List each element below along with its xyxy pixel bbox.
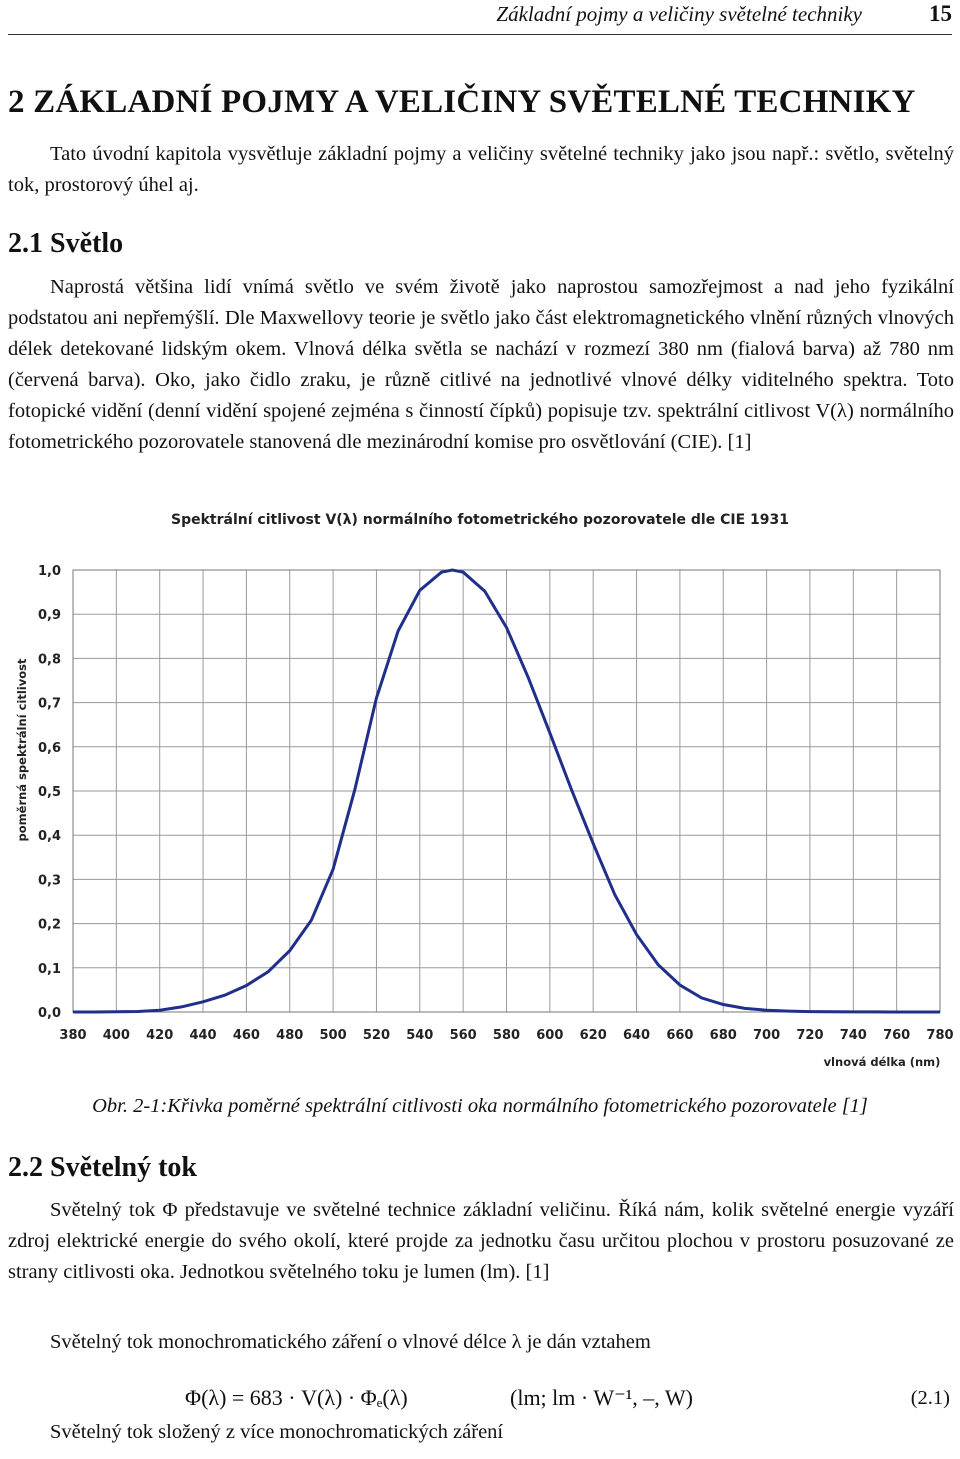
- y-tick-label: 0,5: [37, 785, 61, 800]
- x-tick-label: 540: [406, 1028, 434, 1043]
- x-tick-label: 700: [753, 1028, 781, 1043]
- y-tick-label: 0,8: [37, 652, 61, 668]
- x-tick-label: 520: [362, 1028, 391, 1043]
- y-tick-label: 0,2: [37, 917, 61, 933]
- formula-units: (lm; lm · W⁻¹, –, W): [510, 1385, 693, 1410]
- chapter-heading: 2 ZÁKLADNÍ POJMY A VELIČINY SVĚTELNÉ TECHNIKY: [8, 84, 916, 120]
- x-tick-label: 780: [926, 1028, 954, 1043]
- header-rule: [8, 34, 952, 35]
- x-tick-label: 640: [622, 1028, 651, 1043]
- y-tick-label: 0,1: [37, 961, 61, 977]
- page-number: 15: [929, 1, 952, 26]
- y-tick-label: 0,4: [37, 829, 61, 845]
- x-tick-label: 680: [709, 1028, 737, 1043]
- x-tick-label: 420: [146, 1028, 174, 1043]
- y-tick-label: 0,6: [37, 740, 61, 756]
- x-tick-label: 440: [189, 1028, 217, 1043]
- section-heading-svetlo: 2.1 Světlo: [8, 228, 124, 259]
- monochromatic-sentence: Světelný tok monochromatického záření o vlnové délce λ je dán vztahem: [50, 1331, 651, 1353]
- x-tick-label: 600: [536, 1028, 564, 1043]
- formula-equation: Φ(λ) = 683 · V(λ) · Φₑ(λ): [185, 1385, 408, 1410]
- x-tick-label: 760: [883, 1028, 911, 1043]
- running-header-title: Základní pojmy a veličiny světelné techniky: [496, 2, 862, 26]
- y-tick-label: 0,3: [37, 873, 61, 889]
- y-tick-label: 0,9: [37, 608, 61, 624]
- y-axis-label: poměrná spektrální citlivost: [15, 658, 29, 842]
- chart-grid: [73, 570, 940, 1012]
- section-heading-svetelny-tok: 2.2 Světelný tok: [8, 1152, 197, 1183]
- formula-number: (2.1): [910, 1387, 950, 1409]
- x-tick-label: 480: [276, 1028, 304, 1043]
- figure-caption: Obr. 2-1:Křivka poměrné spektrální citlivosti oka normálního fotometrického pozorovatele [1]: [92, 1095, 868, 1117]
- x-tick-label: 660: [666, 1028, 694, 1043]
- x-tick-label: 400: [102, 1028, 130, 1043]
- x-tick-labels: [59, 1028, 953, 1043]
- y-tick-label: 1,0: [37, 564, 61, 579]
- y-tick-labels: [38, 564, 61, 1021]
- chapter-intro: Tato úvodní kapitola vysvětluje základní pojmy a veličiny světelné techniky jako jsou např.: světlo, světelný tok, prostorový úhel aj.: [8, 143, 954, 196]
- x-tick-label: 620: [579, 1028, 607, 1043]
- x-tick-label: 460: [232, 1028, 260, 1043]
- x-tick-label: 740: [839, 1028, 867, 1043]
- section-text-svetlo: Naprostá většina lidí vnímá světlo ve svém životě jako naprostou samozřejmost a nad jeho fyzikální podstatou ani nepřemýšlí. Dle Maxwellovy teorie je světlo jako část elektromagnetického vlnění různých vlnových délek detekované lidským okem. Vlnová délka světla se nachází v rozmezí 380 nm (fialová barva) až 780 nm (červená barva). Oko, jako čidlo zraku, je různě citlivé na jednotlivé vlnové délky viditelného spektra. Toto fotopické vidění (denní vidění spojené zejména s činností čípků) popisuje tzv. spektrální citlivost V(λ) normálního fotometrického pozorovatele stanovená dle mezinárodní komise pro osvětlování (CIE). [1]: [8, 276, 954, 453]
- y-tick-label: 0,0: [37, 1006, 61, 1021]
- x-tick-label: 380: [59, 1028, 87, 1043]
- composite-sentence: Světelný tok složený z více monochromatických záření: [50, 1421, 504, 1443]
- x-tick-label: 500: [319, 1028, 347, 1043]
- section-text-svetelny-tok: Světelný tok Φ představuje ve světelné technice základní veličinu. Říká nám, kolik světelné energie vyzáří zdroj elektrické energie do svého okolí, které projde za jednotku času určitou plochou v prostoru posuzované ze strany citlivosti oka. Jednotkou světelného toku je lumen (lm). [1]: [8, 1199, 954, 1283]
- y-tick-label: 0,7: [37, 696, 61, 712]
- x-tick-label: 560: [449, 1028, 477, 1043]
- chart-title: Spektrální citlivost V(λ) normálního fotometrického pozorovatele dle CIE 1931: [171, 512, 789, 528]
- x-tick-label: 720: [796, 1028, 824, 1043]
- spectral-sensitivity-chart: [0, 500, 960, 1085]
- x-axis-label: vlnová délka (nm): [823, 1055, 941, 1069]
- x-tick-label: 580: [492, 1028, 521, 1043]
